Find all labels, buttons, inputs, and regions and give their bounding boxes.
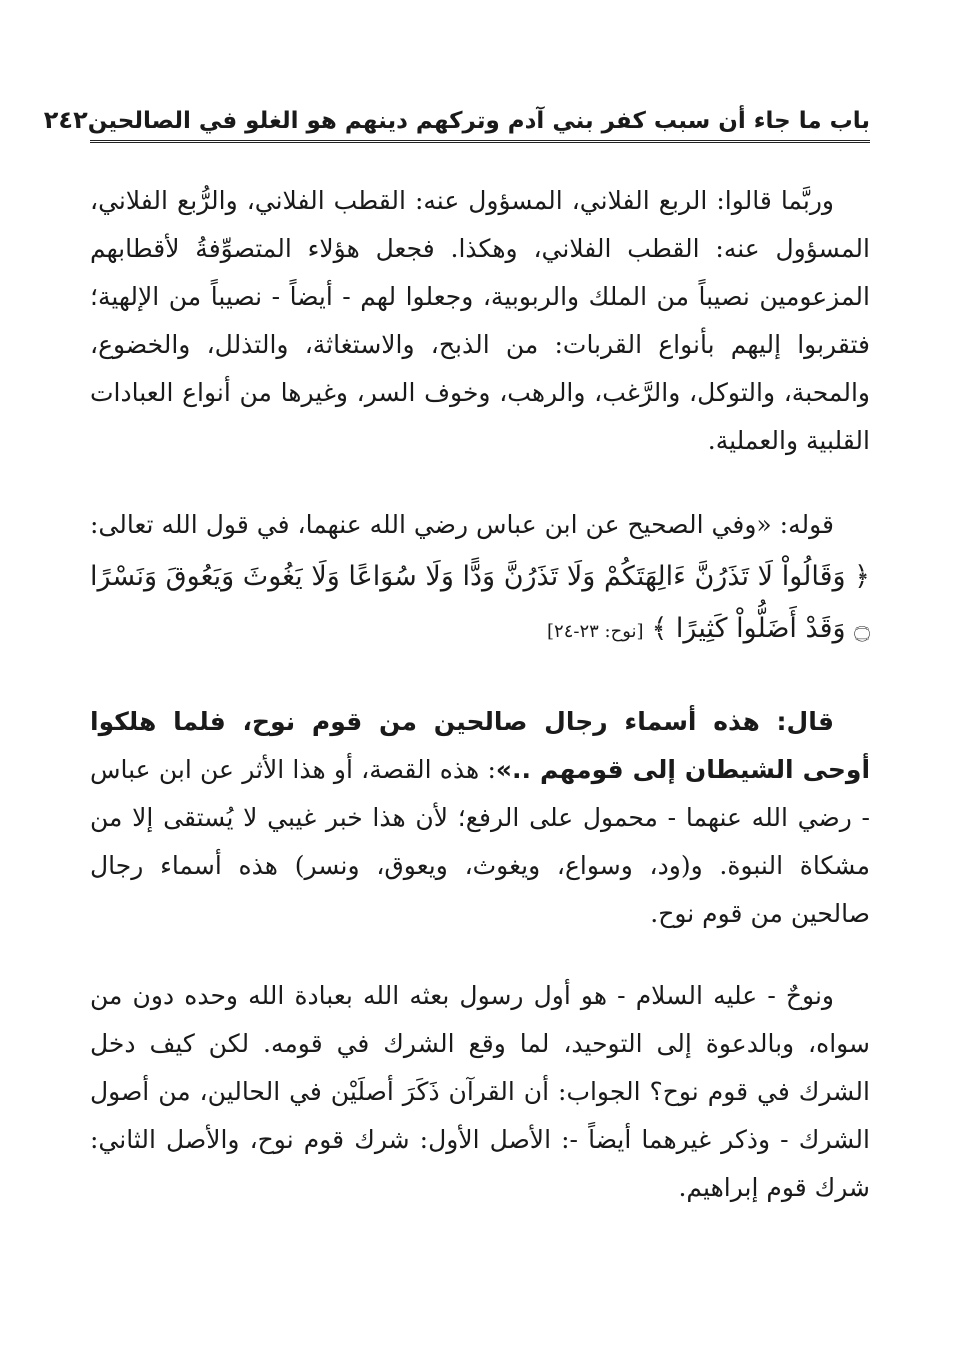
paragraph-ibn-abbas-commentary (90, 698, 870, 938)
paragraph-spacer (90, 948, 870, 972)
page-header (43, 88, 870, 143)
page-body (90, 177, 870, 1212)
paragraph-quran-quote (90, 499, 870, 658)
page-number: ٢٤٢ (43, 106, 88, 134)
paragraph-spacer (90, 475, 870, 499)
paragraph-sufi-poles: وربَّما قالوا: الربع الفلاني، المسؤول عنه: القطب الفلاني، والرُّبع الفلاني، المسؤول عنه: القطب الفلاني، وهكذا. فجعل هؤلاء المتصوِّفةُ لأقطابهم المزعومين نصيباً من الملك والربوبية، وجعلوا لهم - أيضاً - نصيباً من الإلهية؛ فتقربوا إليهم بأنواع القربات: من الذبح، والاستغاثة، والتذلل، والخضوع، والمحبة، والتوكل، والرَّغب، والرهب، وخوف السر، وغيرها من أنواع العبادات القلبية والعملية. (90, 186, 870, 455)
paragraph-noah-shirk: ونوحٌ - عليه السلام - هو أول رسول بعثه الله بعبادة الله وحده دون من سواه، وبالدعوة إلى التوحيد، لما وقع الشرك في قومه. لكن كيف دخل الشرك في قوم نوح؟ الجواب: أن القرآن ذَكَرَ أصلَيْن في الحالين، من أصول الشرك - وذكر غيرهما أيضاً -: الأصل الأول: شرك قوم نوح، والأصل الثاني: شرك قوم إبراهيم. (90, 981, 870, 1202)
quote-intro: قوله: «وفي الصحيح عن ابن عباس رضي الله عنهما، في قول الله تعالى: (90, 510, 834, 539)
quran-verse: ﴿ وَقَالُواْ لَا تَذَرُنَّ ءَالِهَتَكُمْ وَلَا تَذَرُنَّ وَدًّا وَلَا سُوَاعًا وَلَا يَغُوثَ وَيَعُوقَ وَنَسْرًا ۝ وَقَدْ أَضَلُّواْ كَثِيرًا ﴾ (90, 561, 870, 644)
paragraph-spacer (90, 674, 870, 698)
commentary-text: : هذه القصة، أو هذا الأثر عن ابن عباس - رضي الله عنهما - محمول على الرفع؛ لأن هذا خبر غيبي لا يُستقى إلا من مشكاة النبوة. و(ود، وسواع، ويغوث، ويعوق، ونسر) هذه أسماء رجال صالحين من قوم نوح. (90, 755, 870, 928)
verse-reference: [نوح: ٢٣-٢٤] (547, 621, 644, 642)
book-page (43, 88, 871, 1222)
chapter-title: باب ما جاء أن سبب كفر بني آدم وتركهم دينهم هو الغلو في الصالحين (87, 108, 870, 134)
quoted-text-bold: قال: هذه أسماء رجال صالحين من قوم نوح، فلما هلكوا أوحى الشيطان إلى قومهم ..» (90, 707, 871, 784)
